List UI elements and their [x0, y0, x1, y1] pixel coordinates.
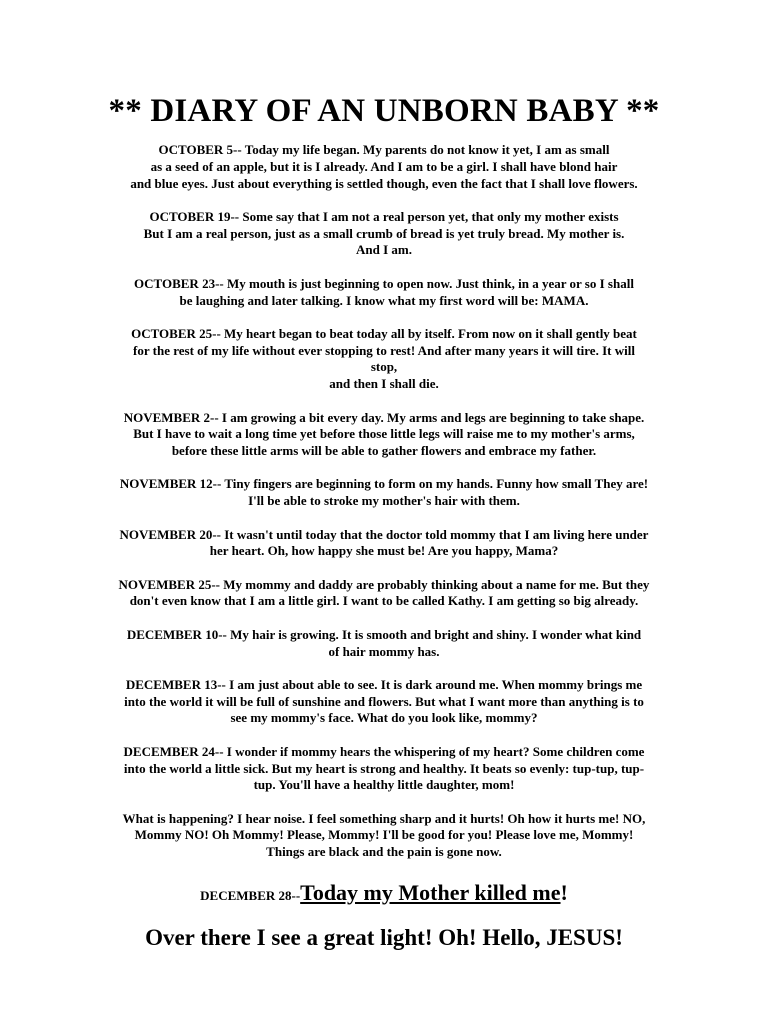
diary-entry-line: see my mommy's face. What do you look like, mommy?	[230, 710, 538, 726]
diary-entry-line: NOVEMBER 12-- Tiny fingers are beginning to form on my hands. Funny how small They are!	[119, 476, 649, 492]
diary-entry-line: I'll be able to stroke my mother's hair with them.	[248, 493, 520, 509]
diary-entry-line: into the world it will be full of sunshine and flowers. But what I want more than anything is to	[124, 693, 644, 709]
document-title: ** DIARY OF AN UNBORN BABY **	[108, 93, 660, 129]
diary-entry-line: and then I shall die.	[329, 376, 439, 392]
diary-entry-line: DECEMBER 10-- My hair is growing. It is smooth and bright and shiny. I wonder what kind	[126, 626, 642, 642]
diary-entry-line: What is happening? I hear noise. I feel something sharp and it hurts! Oh how it hurts me! NO,	[122, 810, 646, 826]
final-entry	[0, 878, 768, 911]
diary-entry-line: Things are black and the pain is gone now.	[266, 844, 502, 860]
diary-entries	[0, 142, 768, 861]
diary-entry	[0, 476, 768, 510]
diary-entry	[0, 209, 768, 259]
diary-entry-line: of hair mommy has.	[328, 643, 440, 659]
diary-entry-line: OCTOBER 25-- My heart began to beat today all by itself. From now on it shall gently beat	[131, 325, 637, 341]
diary-entry-line: for the rest of my life without ever stopping to rest! And after many years it will tire. It will	[133, 342, 635, 358]
final-entry-text: Today my Mother killed me	[300, 879, 561, 905]
diary-entry-line: NOVEMBER 20-- It wasn't until today that the doctor told mommy that I am living here under	[119, 526, 649, 542]
diary-entry-line: tup. You'll have a healthy little daughter, mom!	[253, 777, 515, 793]
diary-entry-line: But I am a real person, just as a small crumb of bread is yet truly bread. My mother is.	[143, 225, 625, 241]
diary-entry-line: as a seed of an apple, but it is I already. And I am to be a girl. I shall have blond hair	[150, 158, 618, 174]
diary-entry-line: be laughing and later talking. I know what my first word will be: MAMA.	[179, 292, 589, 308]
diary-entry-line: and blue eyes. Just about everything is settled though, even the fact that I shall love flowers.	[130, 175, 638, 191]
diary-entry-line: OCTOBER 5-- Today my life began. My parents do not know it yet, I am as small	[158, 142, 610, 157]
diary-entry-line: OCTOBER 19-- Some say that I am not a real person yet, that only my mother exists	[149, 208, 619, 224]
final-entry-date: DECEMBER 28--	[200, 887, 301, 903]
diary-entry	[0, 577, 768, 611]
diary-entry	[0, 811, 768, 861]
diary-entry-line: before these little arms will be able to gather flowers and embrace my father.	[171, 443, 597, 459]
diary-entry-line: Mommy NO! Oh Mommy! Please, Mommy! I'll be good for you! Please love me, Mommy!	[134, 827, 634, 843]
final-entry-exclamation: !	[560, 879, 568, 905]
diary-entry-line: don't even know that I am a little girl. I want to be called Kathy. I am getting so big already.	[129, 593, 639, 609]
diary-entry-line: NOVEMBER 2-- I am growing a bit every day. My arms and legs are beginning to take shape.	[123, 409, 645, 425]
diary-entry	[0, 142, 768, 192]
diary-entry-line: DECEMBER 13-- I am just about able to see. It is dark around me. When mommy brings me	[125, 676, 643, 692]
diary-entry	[0, 410, 768, 460]
diary-entry-line: DECEMBER 24-- I wonder if mommy hears the whispering of my heart? Some children come	[123, 743, 645, 759]
diary-entry-line: But I have to wait a long time yet before those little legs will raise me to my mother's arms,	[133, 426, 635, 442]
diary-entry-line: And I am.	[356, 242, 412, 258]
closing-line: Over there I see a great light! Oh! Hello, JESUS!	[145, 924, 623, 950]
diary-entry	[0, 744, 768, 794]
diary-entry-line: OCTOBER 23-- My mouth is just beginning to open now. Just think, in a year or so I shall	[134, 275, 634, 291]
diary-entry-line: her heart. Oh, how happy she must be! Are you happy, Mama?	[209, 543, 559, 559]
diary-entry	[0, 326, 768, 393]
diary-entry-line: stop,	[370, 359, 398, 375]
diary-entry-line: into the world a little sick. But my heart is strong and healthy. It beats so evenly: tup-tup, tup-	[123, 760, 645, 776]
diary-entry	[0, 627, 768, 661]
diary-entry	[0, 677, 768, 727]
diary-entry	[0, 527, 768, 561]
diary-entry-line: NOVEMBER 25-- My mommy and daddy are probably thinking about a name for me. But they	[118, 576, 650, 592]
diary-entry	[0, 276, 768, 310]
